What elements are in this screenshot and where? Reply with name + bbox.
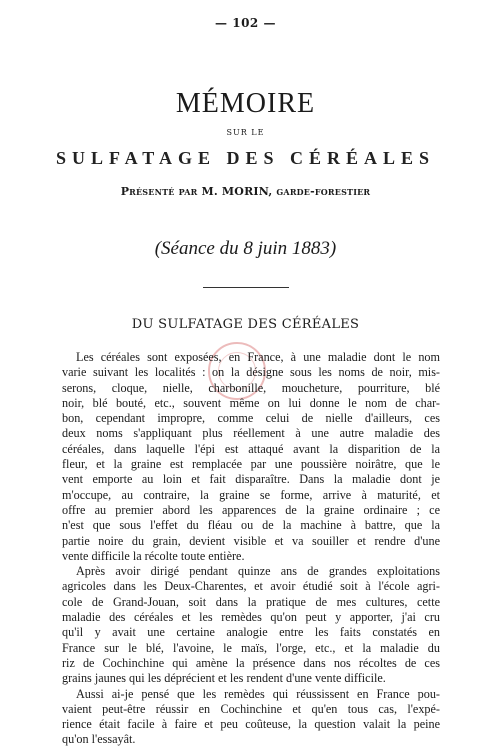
memoir-subtitle: SULFATAGE DES CÉRÉALES <box>55 148 436 168</box>
text-line: céréales, dans laquelle l'épi est attaqué avant la disparition de la <box>62 441 440 456</box>
body-text <box>62 350 440 748</box>
text-line: maladie des céréales et les remèdes qu'on peut y apporter, j'ai cru <box>62 610 440 625</box>
text-line: varie suivant les localités : on la désigne sous les noms de noir, mis- <box>62 365 440 380</box>
text-line: France sur le blé, l'avoine, le maïs, l'orge, etc., et la maladie du <box>62 640 440 655</box>
text-line: fleur, et la graine est remplacée par une poussière noirâtre, que le <box>62 457 440 472</box>
text-line: grains jaunes qui les déprécient et les rendent d'une vente difficile. <box>62 671 386 686</box>
text-line: noir, blé bouté, etc., souvent même on lui donne le nom de char- <box>62 395 440 410</box>
text-line: bon, cependant impropre, comme celui de nielle d'ailleurs, ces <box>62 411 440 426</box>
text-line: offre au premier abord les apparences de la graine ordinaire ; ce <box>62 502 440 517</box>
text-line: partie noire du grain, devient visible et va souiller et rendre d'une <box>62 533 440 548</box>
text-line: rience était facile à faire et peu coûteuse, la question valait la peine <box>62 717 440 732</box>
text-line: Aussi ai-je pensé que les remèdes qui réussissent en France pou- <box>76 686 440 701</box>
page-number: — 102 — <box>215 16 276 30</box>
divider-rule <box>203 287 289 288</box>
text-line: n'est que sous l'effet du fléau ou de la machine à battre, que la <box>62 518 440 533</box>
text-line: Après avoir dirigé pendant quinze ans de grandes exploitations <box>76 564 440 579</box>
text-line: vaient peut-être réussir en Cochinchine et qu'en tous cas, l'expé- <box>62 701 440 716</box>
title-connector: SUR LE <box>226 128 265 137</box>
text-line: deux noms s'appliquant plus réellement à une autre maladie des <box>62 426 440 441</box>
text-line: qu'on l'essayât. <box>62 732 136 747</box>
text-line: agricoles dans les Deux-Charentes, et avoir étudié soit à l'école agri- <box>62 579 440 594</box>
section-title: DU SULFATAGE DES CÉRÉALES <box>131 317 360 332</box>
text-line: vent emporte au loin et fait disparaître. Dans la maladie dont je <box>62 472 440 487</box>
session-date: (Séance du 8 juin 1883) <box>154 238 337 259</box>
text-line: serons, cloque, nielle, charbonille, moucheture, pourriture, blé <box>62 380 440 395</box>
presenter-line: Présenté par M. MORIN, garde-forestier <box>120 185 371 198</box>
text-line: riz de Cochinchine qui amène la présence dans nos récoltes de ces <box>62 655 440 670</box>
text-line: m'occupe, au contraire, la graine se forme, arrive à maturité, et <box>62 487 440 502</box>
text-line: qu'il y avait une certaine analogie entre les faits constatés en <box>62 625 440 640</box>
text-line: vente difficile la récolte toute entière. <box>62 548 245 563</box>
memoir-title: MÉMOIRE <box>175 88 316 119</box>
text-line: Les céréales sont exposées, en France, à une maladie dont le nom <box>76 350 440 364</box>
text-line: cole de Grand-Jouan, soit dans la pratique de mes cultures, cette <box>62 594 440 609</box>
